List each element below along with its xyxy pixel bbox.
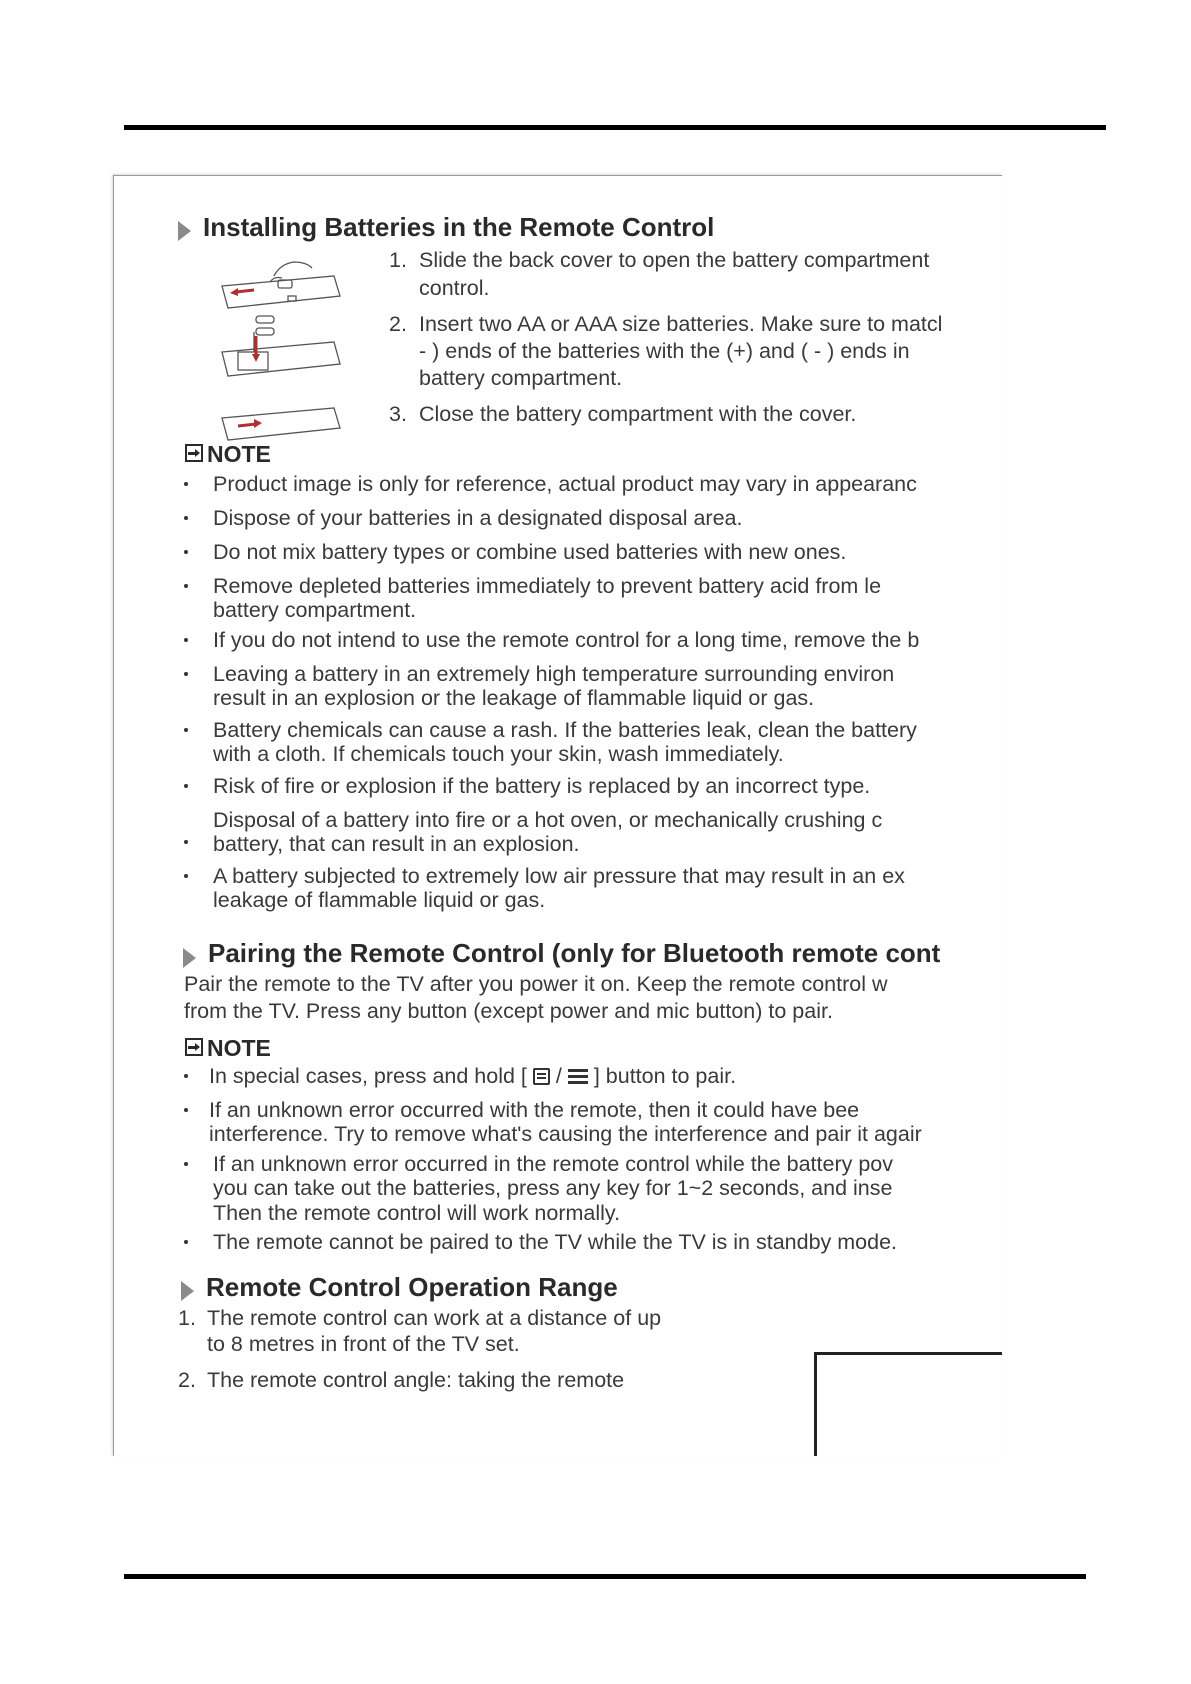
pairing-intro-line-2: from the TV. Press any button (except power and mic button) to pair.: [184, 999, 833, 1023]
range-step-2-line-1: The remote control angle: taking the remote: [207, 1368, 625, 1392]
range-step-2-num: 2.: [178, 1368, 196, 1392]
battery-note-1: Product image is only for reference, actual product may vary in appearanc: [213, 472, 917, 496]
battery-note-10-line-1: A battery subjected to extremely low air pressure that may result in an ex: [213, 864, 905, 888]
bullet: [184, 1240, 188, 1244]
bullet: [184, 840, 188, 844]
bullet: [184, 672, 188, 676]
play-triangle-icon: [183, 948, 196, 968]
battery-note-8: Risk of fire or explosion if the battery is replaced by an incorrect type.: [213, 774, 871, 798]
bullet: [184, 584, 188, 588]
pairing-intro-line-1: Pair the remote to the TV after you power it on. Keep the remote control w: [184, 972, 888, 996]
battery-note-6-line-1: Leaving a battery in an extremely high temperature surrounding environ: [213, 662, 895, 686]
bullet: [184, 638, 188, 642]
note-label-batteries: NOTE: [207, 441, 271, 467]
section-title-pairing: Pairing the Remote Control (only for Bluetooth remote cont: [208, 938, 941, 968]
battery-step-2-line-3: battery compartment.: [419, 366, 623, 390]
battery-note-10-line-2: leakage of flammable liquid or gas.: [213, 888, 546, 912]
battery-step-3-line-1: Close the battery compartment with the cover.: [419, 402, 857, 426]
battery-note-4-line-1: Remove depleted batteries immediately to prevent battery acid from le: [213, 574, 882, 598]
battery-note-4-line-2: battery compartment.: [213, 598, 417, 622]
battery-step-2-line-2: - ) ends of the batteries with the (+) and ( - ) ends in: [419, 339, 910, 363]
pairing-note-1-sep: /: [555, 1064, 562, 1088]
range-diagram-frame: [814, 1352, 1002, 1456]
pairing-note-2-line-2: interference. Try to remove what's causing the interference and pair it agair: [209, 1122, 922, 1146]
pairing-note-3-line-3: Then the remote control will work normally.: [213, 1201, 621, 1225]
battery-note-9-line-1: Disposal of a battery into fire or a hot oven, or mechanically crushing c: [213, 808, 883, 832]
note-icon: [185, 444, 203, 462]
battery-note-5: If you do not intend to use the remote control for a long time, remove the b: [213, 628, 920, 652]
bullet: [184, 482, 188, 486]
battery-step-2-line-1: Insert two AA or AAA size batteries. Make sure to matcl: [419, 312, 943, 336]
pairing-note-1: [209, 1064, 736, 1089]
bullet: [184, 1074, 188, 1078]
battery-note-7-line-1: Battery chemicals can cause a rash. If the batteries leak, clean the battery: [213, 718, 917, 742]
top-rule: [124, 125, 1106, 130]
section-title-batteries: Installing Batteries in the Remote Control: [203, 212, 715, 242]
battery-note-6-line-2: result in an explosion or the leakage of flammable liquid or gas.: [213, 686, 815, 710]
menu-box-icon: [533, 1068, 550, 1085]
document-screenshot: [113, 175, 1002, 1456]
bullet: [184, 1108, 188, 1112]
battery-note-3: Do not mix battery types or combine used batteries with new ones.: [213, 540, 847, 564]
range-step-1-line-2: to 8 metres in front of the TV set.: [207, 1332, 520, 1356]
play-triangle-icon: [178, 221, 191, 241]
play-triangle-icon: [181, 1281, 194, 1301]
hamburger-icon: [568, 1068, 588, 1084]
battery-step-1-line-2: control.: [419, 276, 490, 300]
pairing-note-1-prefix: In special cases, press and hold [: [209, 1064, 527, 1088]
bottom-rule: [124, 1574, 1086, 1579]
bullet: [184, 874, 188, 878]
pairing-note-3-line-2: you can take out the batteries, press any key for 1~2 seconds, and inse: [213, 1176, 893, 1200]
battery-note-2: Dispose of your batteries in a designated disposal area.: [213, 506, 743, 530]
note-icon: [185, 1038, 203, 1056]
remote-illustration: [214, 256, 354, 456]
section-title-range: Remote Control Operation Range: [206, 1272, 618, 1302]
note-label-pairing: NOTE: [207, 1035, 271, 1061]
battery-step-1-line-1: Slide the back cover to open the battery compartment: [419, 248, 930, 272]
range-step-1-line-1: The remote control can work at a distance of up: [207, 1306, 662, 1330]
pairing-note-1-suffix: ] button to pair.: [593, 1064, 737, 1088]
bullet: [184, 550, 188, 554]
bullet: [184, 728, 188, 732]
battery-step-1-num: 1.: [389, 248, 407, 272]
battery-note-9-line-2: battery, that can result in an explosion.: [213, 832, 580, 856]
bullet: [184, 784, 188, 788]
bullet: [184, 516, 188, 520]
range-step-1-num: 1.: [178, 1306, 196, 1330]
pairing-note-3-line-1: If an unknown error occurred in the remote control while the battery pov: [213, 1152, 893, 1176]
bullet: [184, 1162, 188, 1166]
battery-step-3-num: 3.: [389, 402, 407, 426]
battery-step-2-num: 2.: [389, 312, 407, 336]
pairing-note-4: The remote cannot be paired to the TV while the TV is in standby mode.: [213, 1230, 898, 1254]
pairing-note-2-line-1: If an unknown error occurred with the remote, then it could have bee: [209, 1098, 860, 1122]
battery-note-7-line-2: with a cloth. If chemicals touch your skin, wash immediately.: [213, 742, 784, 766]
